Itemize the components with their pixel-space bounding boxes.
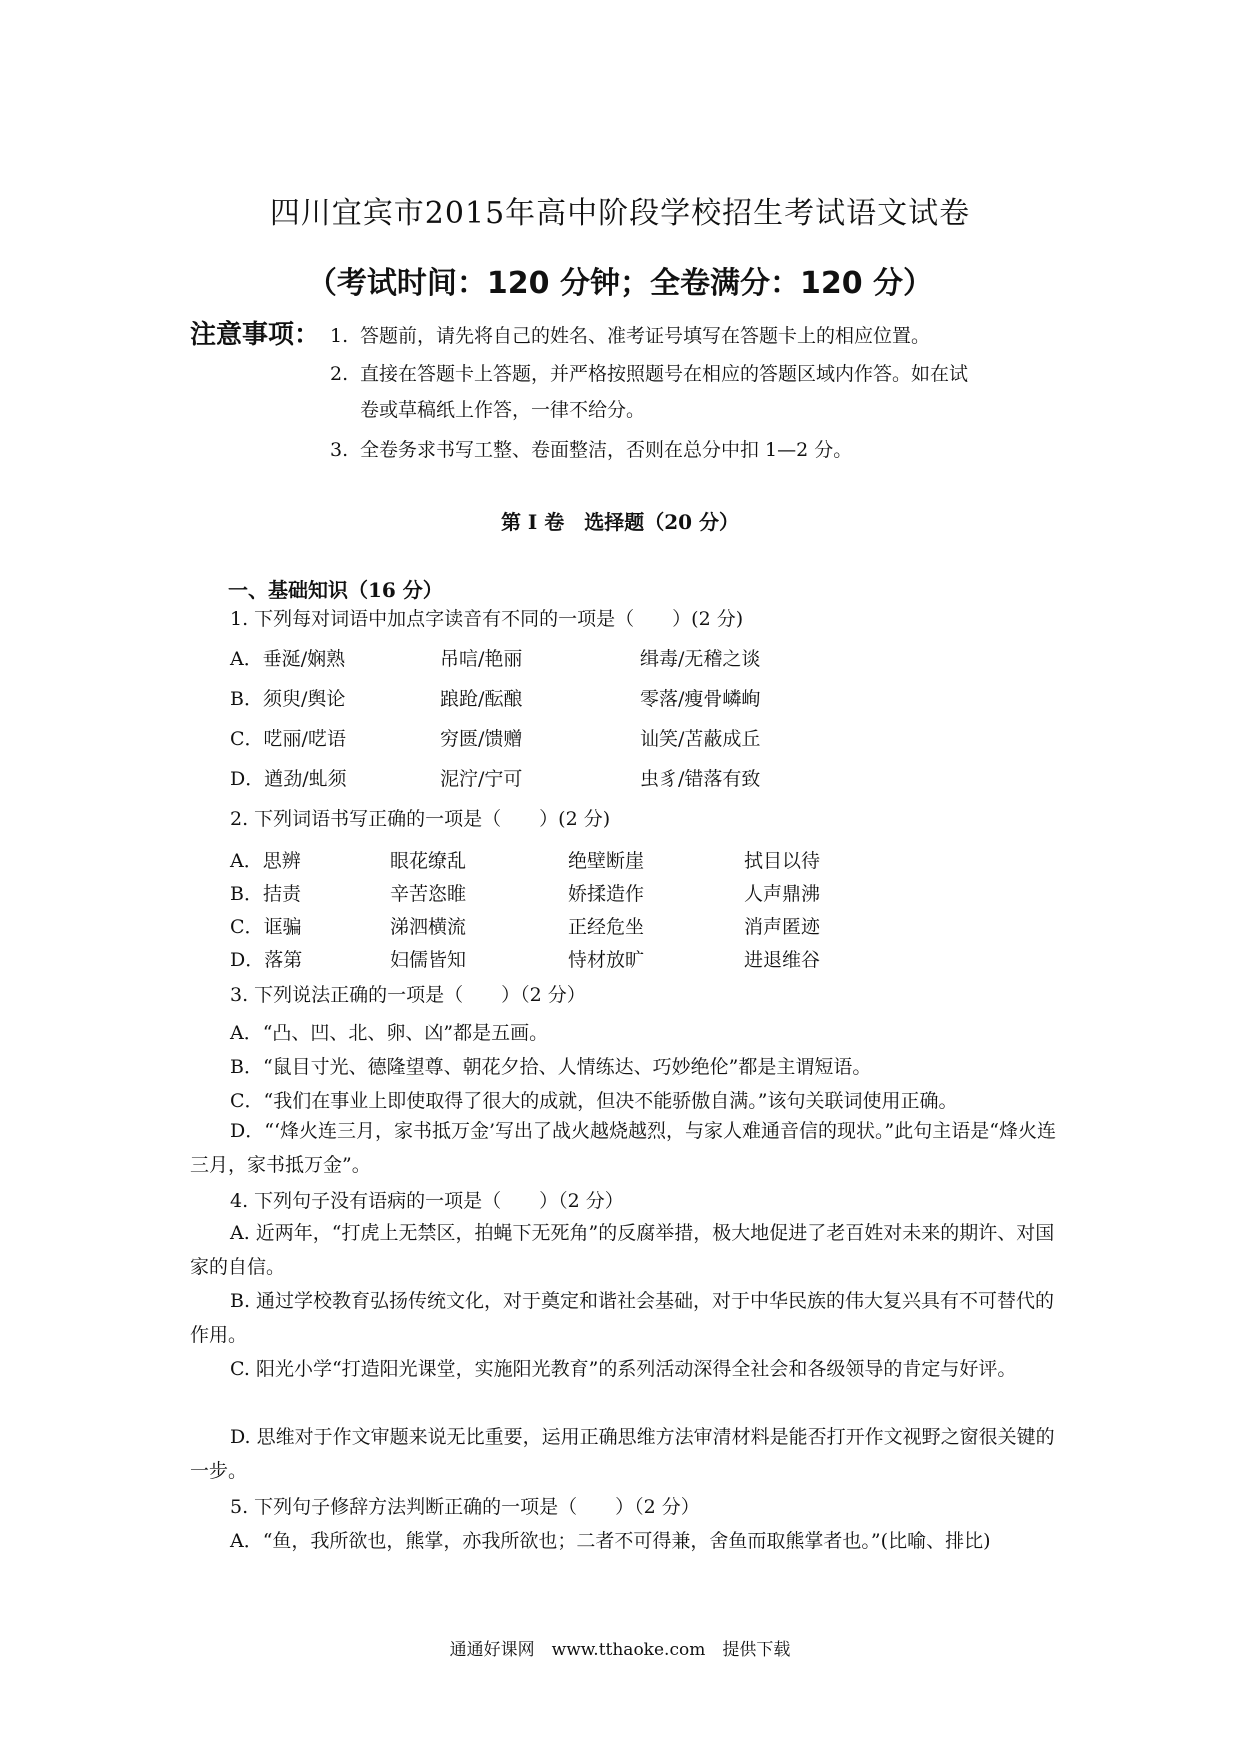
option-cell: D．遒劲/虬须 (230, 768, 347, 790)
option-cell: 眼花缭乱 (390, 850, 467, 872)
option-cell: 零落/瘦骨嶙峋 (640, 688, 761, 710)
question-3-option-b: B．“鼠目寸光、德隆望尊、朝花夕拾、人情练达、巧妙绝伦”都是主谓短语。 (230, 1056, 872, 1078)
question-3-stem: 3. 下列说法正确的一项是（ ）（2 分） (230, 984, 586, 1006)
notice-item-3 (330, 432, 1110, 468)
question-5-option-a: A．“鱼，我所欲也，熊掌，亦我所欲也；二者不可得兼，舍鱼而取熊掌者也。”(比喻、排比) (230, 1530, 991, 1552)
notice-number: 1. (330, 325, 349, 347)
question-2-stem: 2. 下列词语书写正确的一项是（ ）(2 分) (230, 808, 611, 830)
option-cell: 绝壁断崖 (568, 850, 645, 872)
question-4-stem: 4. 下列句子没有语病的一项是（ ）（2 分） (230, 1190, 624, 1212)
option-cell: 踉跄/酝酿 (440, 688, 523, 710)
notice-item-2 (330, 356, 1110, 428)
question-3-option-a: A．“凸、凹、北、卵、凶”都是五画。 (230, 1022, 549, 1044)
option-cell: 涕泗横流 (390, 916, 467, 938)
option-cell: 进退维谷 (744, 949, 821, 971)
exam-info: （考试时间：120 分钟；全卷满分：120 分） (306, 266, 934, 301)
option-cell: A．垂涎/娴熟 (230, 648, 346, 670)
question-4-option-c: C. 阳光小学“打造阳光课堂，实施阳光教育”的系列活动深得全社会和各级领导的肯定与好评。 (230, 1358, 1017, 1380)
question-3-option-c: C．“我们在事业上即使取得了很大的成就，但决不能骄傲自满。”该句关联词使用正确。 (230, 1090, 958, 1112)
option-cell: 辛苦恣睢 (390, 883, 467, 905)
option-cell: 泥泞/宁可 (440, 768, 523, 790)
notice-label: 注意事项： (190, 320, 321, 350)
option-cell: C．呓丽/呓语 (230, 728, 346, 750)
option-cell: 虫豸/错落有致 (640, 768, 761, 790)
option-cell: 吊唁/艳丽 (440, 648, 523, 670)
option-cell: 穷匮/馈赠 (440, 728, 523, 750)
option-cell: 消声匿迹 (744, 916, 821, 938)
option-cell: B．拮责 (230, 883, 301, 905)
notice-text: 直接在答题卡上答题，并严格按照题号在相应的答题区域内作答。如在试 (360, 363, 969, 385)
option-cell: B．须臾/舆论 (230, 688, 346, 710)
notice-text-continued: 卷或草稿纸上作答，一律不给分。 (360, 399, 646, 421)
page-title: 四川宜宾市2015年高中阶段学校招生考试语文试卷 (269, 196, 971, 231)
question-4-option-d: D. 思维对于作文审题来说无比重要，运用正确思维方法审清材料是能否打开作文视野之窗很关键的一步。 (190, 1426, 1055, 1482)
section-heading: 第 I 卷 选择题（20 分） (500, 510, 740, 534)
question-5-stem: 5. 下列句子修辞方法判断正确的一项是（ ）（2 分） (230, 1496, 700, 1518)
option-cell: 正经危坐 (568, 916, 645, 938)
notice-number: 3. (330, 439, 349, 461)
option-cell: 娇揉造作 (568, 883, 645, 905)
option-cell: D．落第 (230, 949, 303, 971)
notice-number: 2. (330, 363, 349, 385)
notice-text: 全卷务求书写工整、卷面整洁，否则在总分中扣 1—2 分。 (360, 439, 853, 461)
option-cell: 讪笑/苫蔽成丘 (640, 728, 761, 750)
question-1-stem: 1. 下列每对词语中加点字读音有不同的一项是（ ）(2 分) (230, 608, 744, 630)
option-cell: 恃材放旷 (568, 949, 645, 971)
option-cell: A．思辨 (230, 850, 301, 872)
question-4-option-a: A. 近两年，“打虎上无禁区，拍蝇下无死角”的反腐举措，极大地促进了老百姓对未来的期许、对国家的自信。 (190, 1222, 1055, 1278)
page-footer: 通通好课网 www.tthaoke.com 提供下载 (449, 1640, 791, 1660)
notice-item-1 (330, 318, 1110, 354)
part-heading: 一、基础知识（16 分） (228, 578, 443, 602)
option-cell: 人声鼎沸 (744, 883, 821, 905)
question-4-option-b: B. 通过学校教育弘扬传统文化，对于奠定和谐社会基础，对于中华民族的伟大复兴具有不可替代的作用。 (190, 1290, 1055, 1346)
option-cell: C．诓骗 (230, 916, 302, 938)
option-cell: 拭目以待 (744, 850, 821, 872)
question-3-option-d: D．“‘烽火连三月，家书抵万金’写出了战火越烧越烈，与家人难通音信的现状。”此句主语是“烽火连三月，家书抵万金”。 (190, 1120, 1056, 1176)
notice-text: 答题前，请先将自己的姓名、准考证号填写在答题卡上的相应位置。 (360, 325, 931, 347)
option-cell: 妇儒皆知 (390, 949, 467, 971)
option-cell: 缉毒/无稽之谈 (640, 648, 761, 670)
